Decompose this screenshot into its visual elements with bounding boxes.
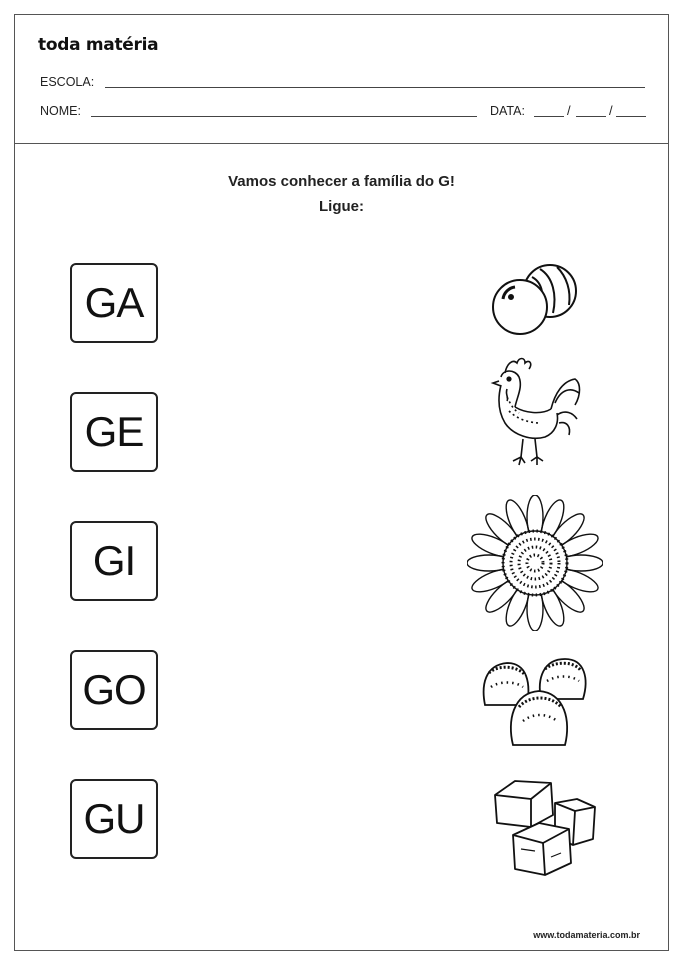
date-separator: / [567, 103, 571, 118]
date-day-field[interactable] [534, 116, 564, 117]
syllable-box-gi[interactable] [70, 521, 158, 601]
syllable-text: GA [84, 279, 144, 326]
ice-cubes-icon[interactable] [485, 771, 605, 881]
syllable-text: GE [84, 408, 144, 455]
school-label: ESCOLA: [40, 75, 95, 89]
date-label: DATA: [490, 104, 525, 118]
header [15, 15, 668, 144]
brand-logo: toda matéria [38, 35, 159, 55]
activity-title: Vamos conhecer a família do G! [228, 173, 455, 190]
worksheet [14, 14, 669, 951]
gumdrops-icon[interactable] [477, 651, 597, 751]
sunflower-icon[interactable] [467, 495, 603, 631]
date-year-field[interactable] [616, 116, 646, 117]
school-field[interactable] [105, 87, 645, 88]
date-separator: / [609, 103, 613, 118]
gum-balls-icon[interactable] [485, 255, 585, 345]
syllable-box-ga[interactable] [70, 263, 158, 343]
name-field[interactable] [91, 116, 477, 117]
syllable-text: GI [92, 537, 136, 584]
website-url[interactable]: www.todamateria.com.br [533, 930, 640, 940]
rooster-icon[interactable] [485, 353, 585, 478]
activity-instruction: Ligue: [319, 198, 364, 215]
name-label: NOME: [40, 104, 81, 118]
syllable-text: GO [82, 666, 146, 713]
date-month-field[interactable] [576, 116, 606, 117]
syllable-box-ge[interactable] [70, 392, 158, 472]
syllable-box-go[interactable] [70, 650, 158, 730]
syllable-text: GU [83, 795, 145, 842]
syllable-box-gu[interactable] [70, 779, 158, 859]
